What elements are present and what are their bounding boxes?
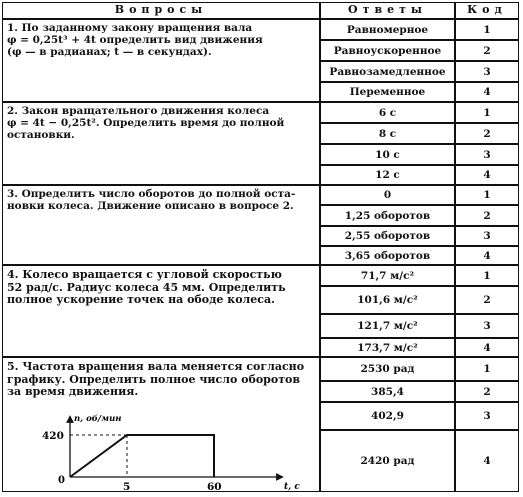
code-2-1: 1 bbox=[455, 102, 519, 123]
code-2-3: 3 bbox=[455, 144, 519, 165]
question-5: 5. Частота вращения вала меняется согласно графику. Определить полное число оборотов за время движения. bbox=[7, 360, 305, 398]
test-sheet bbox=[2, 2, 519, 492]
x-axis-label: t, с bbox=[284, 482, 300, 492]
answer-2-1: 6 с bbox=[320, 102, 455, 123]
code-3-4: 4 bbox=[455, 246, 519, 265]
answer-3-3: 2,55 оборотов bbox=[320, 226, 455, 246]
answer-5-3: 402,9 bbox=[320, 402, 455, 430]
question-2: 2. Закон вращательного движения колеса φ = 4t − 0,25t². Определить время до полной остановки. bbox=[7, 105, 285, 141]
answer-4-2: 101,6 м/с² bbox=[320, 286, 455, 314]
x-tick-60: 60 bbox=[207, 481, 222, 492]
answer-1-1: Равномерное bbox=[320, 19, 455, 40]
answer-1-2: Равноускоренное bbox=[320, 40, 455, 61]
code-5-4: 4 bbox=[455, 430, 519, 492]
answer-5-1: 2530 рад bbox=[320, 357, 455, 381]
answer-5-2: 385,4 bbox=[320, 381, 455, 402]
code-2-2: 2 bbox=[455, 123, 519, 144]
answer-2-2: 8 с bbox=[320, 123, 455, 144]
answer-4-1: 71,7 м/с² bbox=[320, 265, 455, 286]
code-3-1: 1 bbox=[455, 185, 519, 205]
y-axis-label: n, об/мин bbox=[74, 414, 122, 424]
code-1-4: 4 bbox=[455, 82, 519, 102]
code-3-3: 3 bbox=[455, 226, 519, 246]
question-3: 3. Определить число оборотов до полной оста- новки колеса. Движение описано в вопросе 2. bbox=[7, 188, 296, 212]
code-4-1: 1 bbox=[455, 265, 519, 286]
y-tick-420: 420 bbox=[42, 430, 64, 442]
code-1-3: 3 bbox=[455, 61, 519, 82]
code-5-1: 1 bbox=[455, 357, 519, 381]
answer-3-2: 1,25 оборотов bbox=[320, 205, 455, 226]
answer-3-1: 0 bbox=[320, 185, 455, 205]
code-4-2: 2 bbox=[455, 286, 519, 314]
answer-5-4: 2420 рад bbox=[320, 430, 455, 492]
code-5-2: 2 bbox=[455, 381, 519, 402]
answer-3-4: 3,65 оборотов bbox=[320, 246, 455, 265]
code-3-2: 2 bbox=[455, 205, 519, 226]
code-4-3: 3 bbox=[455, 314, 519, 338]
question-1: 1. По заданному закону вращения вала φ = 0,25t³ + 4t определить вид движения (φ — в радианах; t — в секундах). bbox=[7, 22, 263, 58]
header-code: Код bbox=[455, 2, 519, 19]
code-1-2: 2 bbox=[455, 40, 519, 61]
answer-4-4: 173,7 м/с² bbox=[320, 338, 455, 357]
origin-label: 0 bbox=[58, 475, 65, 486]
header-questions: Вопросы bbox=[2, 2, 320, 19]
question-4: 4. Колесо вращается с угловой скоростью 52 рад/с. Радиус колеса 45 мм. Определить полное ускорение точек на ободе колеса. bbox=[7, 268, 286, 306]
x-tick-5: 5 bbox=[123, 481, 131, 492]
code-1-1: 1 bbox=[455, 19, 519, 40]
answer-1-4: Переменное bbox=[320, 82, 455, 102]
answer-4-3: 121,7 м/с² bbox=[320, 314, 455, 338]
code-5-3: 3 bbox=[455, 402, 519, 430]
rotation-frequency-graph bbox=[2, 407, 320, 492]
answer-2-4: 12 с bbox=[320, 165, 455, 185]
code-4-4: 4 bbox=[455, 338, 519, 357]
graph-line bbox=[70, 435, 214, 477]
code-2-4: 4 bbox=[455, 165, 519, 185]
header-answers: Ответы bbox=[320, 2, 455, 19]
answer-2-3: 10 с bbox=[320, 144, 455, 165]
answer-1-3: Равнозамедленное bbox=[320, 61, 455, 82]
